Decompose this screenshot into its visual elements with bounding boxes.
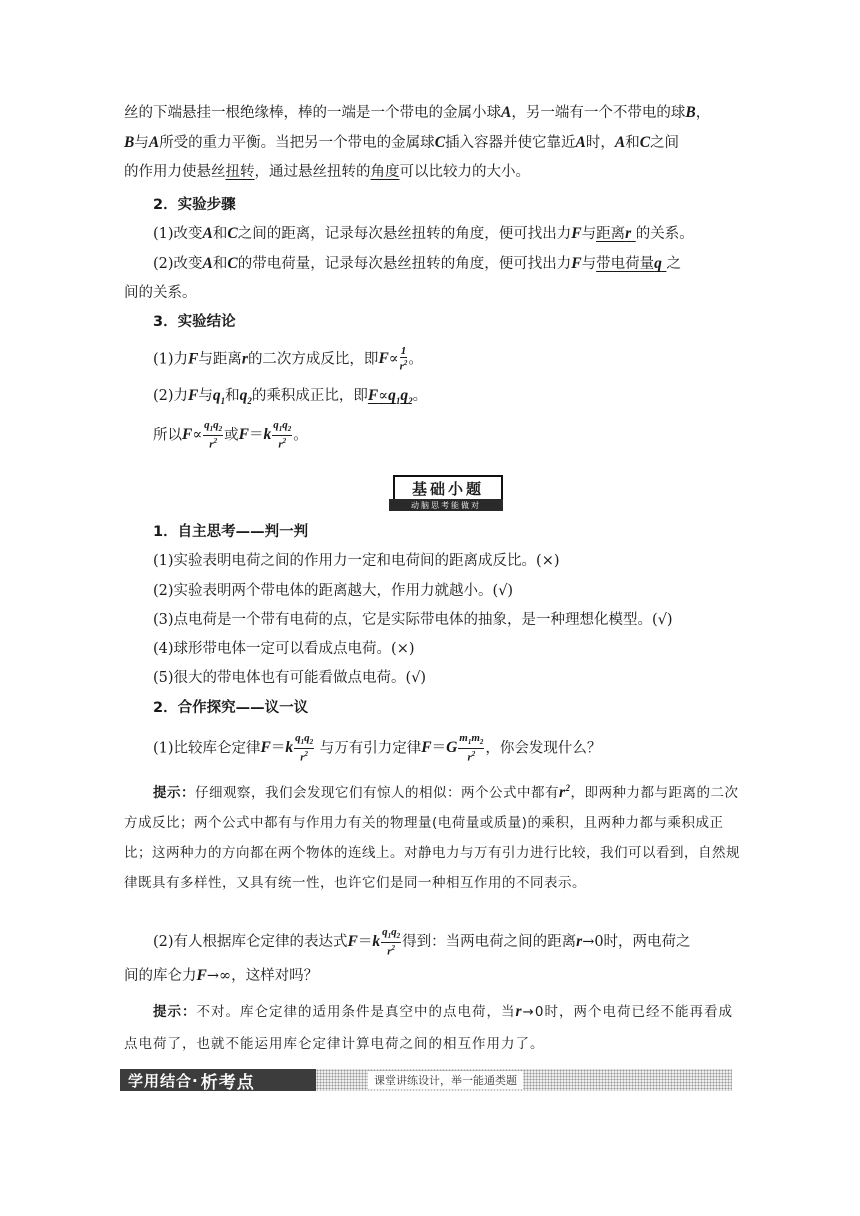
var-q1: $q_1$ [212,387,226,407]
discuss-question-1 [153,733,740,764]
banner-title: 基础小题 [393,475,503,501]
text: 与万有引力定律 [319,740,422,757]
step-text: 的带电荷量，记录每次悬丝扭转的角度，便可找出力 [237,256,572,272]
text: 的二次方成反比，即 [247,351,379,368]
text: 或 [224,427,239,444]
var-q: q [654,255,662,272]
tip-2 [124,996,740,1060]
text: (1)力 [153,351,189,368]
judge-item-1: (1)实验表明电荷之间的作用力一定和电荷间的距离成反比。(×) [153,553,560,569]
intro-text: 和 [625,135,640,151]
formula-gravitation: F＝G $\frac{m_1m_2}{r^2}$ [421,732,484,764]
text: →0时，两电荷之 [582,934,691,950]
text: (2)力 [153,388,189,404]
formula-f-prop: F∝ $\frac{q_1q_2}{r^2}$ [182,419,223,451]
step-text: 和 [212,226,228,242]
conclusion-3 [153,420,740,451]
intro-text: ，另一端有一个不带电的球 [511,105,686,121]
text: (2)有人根据库仑定律的表达式 [153,934,348,950]
term: 距离 [596,226,626,242]
var-r: r [241,350,248,368]
judge-item-3: (3)点电荷是一个带有电荷的点，它是实际带电体的抽象，是一种理想化模型。(√) [153,612,673,628]
text: 和 [225,388,240,404]
tip-text: →0时，两个电荷已经不能再看成点电荷了，也就不能运用库仑定律计算电荷之间的相互作用力了。 [124,1004,733,1052]
var-f: F [188,350,199,368]
formula-coulomb: F＝k $\frac{q_1q_2}{r^2}$ [238,419,292,451]
term: 带电荷量 [596,256,655,272]
underlined-term: 扭转 [225,164,255,180]
text: 。 [293,427,308,444]
text: (1)比较库仑定律 [153,740,261,757]
conclusion-2 [153,385,740,412]
punct: ， [695,105,711,121]
footer-label-a: 学用结合· [128,1071,199,1090]
underlined-term [596,226,636,242]
formula-coulomb: F＝k $\frac{q_1q_2}{r^2}$ [347,925,401,958]
var-c: C [434,134,446,151]
var-r: r [625,225,632,242]
var-a: A [202,225,213,242]
var-a: A [501,104,512,121]
judge-item-2: (2)实验表明两个带电体的距离越大，作用力就越小。(√) [153,583,514,599]
underlined-term: 角度 [370,164,400,180]
intro-text: 丝的下端悬挂一根绝缘棒，棒的一端是一个带电的金属小球 [124,105,501,121]
step-text: 之 [666,256,681,272]
formula-f-prop-inv-r2: F∝ $\frac{1}{r^2}$ [378,345,408,373]
tip-label: 提示： [153,1004,197,1020]
var-a: A [614,134,626,151]
step-text: (2)改变 [153,256,203,272]
intro-paragraph [124,98,740,187]
tip-text: 不对。库仑定律的适用条件是真空中的点电荷，当 [196,1004,516,1020]
steps-heading: 2．实验步骤 [153,197,236,213]
footer-caption: 课堂讲练设计，举一能通类题 [368,1071,523,1089]
text: ，你会发现什么？ [485,740,602,757]
step-text: 与 [581,256,597,272]
underlined-term [596,256,666,272]
var-b: B [124,134,135,151]
step-text: 的关系。 [635,226,694,242]
banner-subtitle: 动脑思考能做对 [389,499,503,511]
step-text: 和 [212,256,228,272]
step-text: 之间的距离，记录每次悬丝扭转的角度，便可找出力 [237,226,572,242]
var-b: B [685,104,696,121]
text: 得到：当两电荷之间的距离 [402,934,577,950]
var-r: r [576,933,583,950]
text: 与 [198,388,213,404]
intro-text: 与 [134,135,149,151]
text: 。 [412,388,428,404]
var-f: F [188,387,199,404]
step-text: (1)改变 [153,226,203,242]
discuss-question-2 [124,925,740,993]
var-c: C [227,255,238,272]
step-text: 间的关系。 [124,285,197,301]
var-c: C [227,225,238,242]
section-footer-bar [120,1069,732,1091]
text: 间的库仑力 [124,968,197,984]
formula-f-prop-q1q2: $F\propto q_1q_2$ [367,387,413,407]
intro-text: 的作用力使悬丝 [124,164,226,180]
tip-label: 提示： [153,785,195,802]
intro-text: 所受的重力平衡。当把另一个带电的金属球 [159,135,435,151]
intro-text: 之间 [650,135,680,151]
var-r2: $r^2$ [559,783,571,802]
var-f: F [196,967,207,984]
intro-text: 时， [585,135,615,151]
footer-label [120,1069,316,1091]
var-c: C [639,134,651,151]
tip-text: 仔细观察，我们会发现它们有惊人的相似：两个公式中都有 [195,785,559,802]
text: 与距离 [198,351,242,368]
var-f: F [571,225,582,242]
step-1 [153,223,740,245]
conclusion-1 [153,346,740,373]
section-banner [389,475,503,509]
var-a: A [202,255,213,272]
judge-heading: 1．自主思考——判一判 [153,524,309,540]
text: →∞，这样对吗？ [206,968,319,984]
var-r: r [515,1003,523,1020]
intro-text: 插入容器并使它靠近 [445,135,576,151]
judge-item-4: (4)球形带电体一定可以看成点电荷。(×) [153,641,415,657]
tip-1 [124,773,740,898]
intro-text: ，通过悬丝扭转的 [254,164,371,180]
intro-text: 可以比较力的大小。 [399,164,530,180]
text: 的乘积成正比，即 [251,388,368,404]
step-2 [124,249,740,308]
discuss-heading: 2．合作探究——议一议 [153,700,309,716]
text: 。 [408,351,423,368]
conclusion-heading: 3．实验结论 [153,314,236,330]
var-q2: $q_2$ [239,387,252,407]
judge-item-5: (5)很大的带电体也有可能看做点电荷。(√) [153,670,427,686]
var-f: F [571,255,582,272]
formula-coulomb: F＝k $\frac{q_1q_2}{r^2}$ [260,732,314,764]
text: 所以 [153,427,182,444]
tip-text: ，即两种力都与距离的二次方成反比；两个公式中都有与作用力有关的物理量(电荷量或质量)的乘积，且两种力都与乘积成正比；这两种力的方向都在两个物体的连线上。对静电力与万有引力进行比较，我们可以看到，自然规律既具有多样性，又具有统一性，也许它们是同一种相互作用的不同表示。 [124,785,740,892]
step-text: 与 [581,226,597,242]
var-a: A [575,134,586,151]
footer-label-b: 析考点 [200,1072,255,1093]
var-a: A [148,134,160,151]
